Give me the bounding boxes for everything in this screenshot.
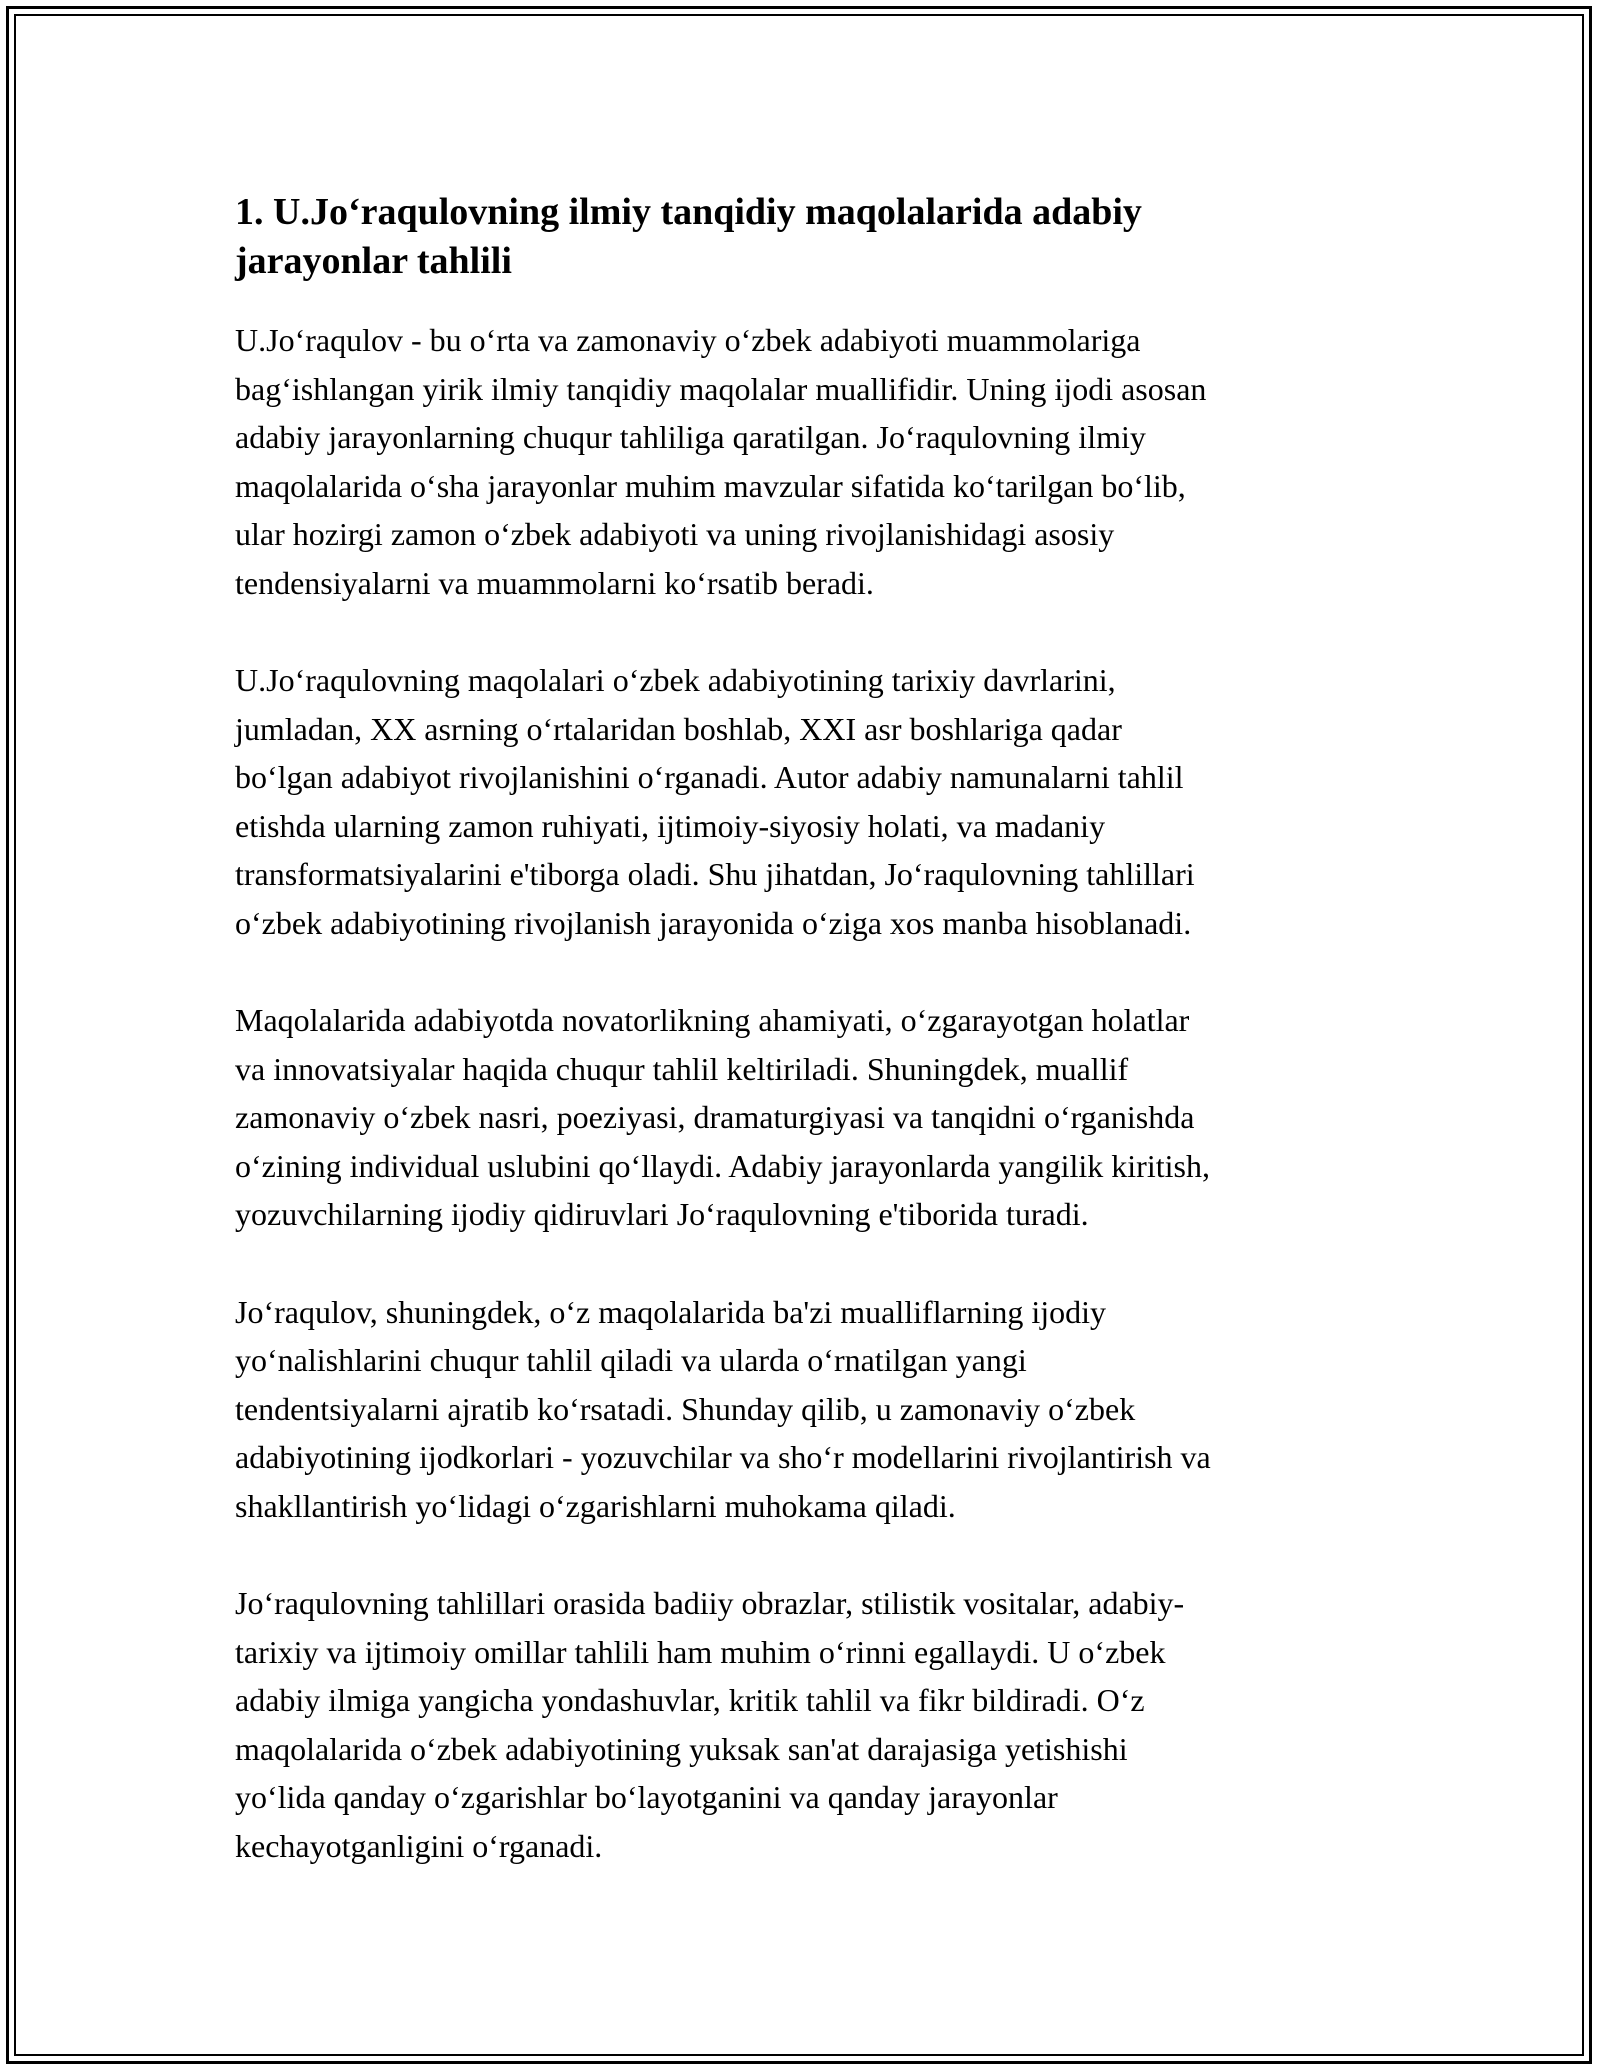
document-body bbox=[235, 188, 1365, 1870]
paragraph-3: Maqolalarida adabiyotda novatorlikning ahamiyati, o‘zgarayotgan holatlar va innovatsiyalar haqida chuqur tahlil keltiriladi. Shuningdek, muallif zamonaviy o‘zbek nasri, poeziyasi, dramaturgiyasi va tanqidni o‘rganishda o‘zining individual uslubini qo‘llaydi. Adabiy jarayonlarda yangilik kiritish, yozuvchilarning ijodiy qidiruvlari Jo‘raqulovning e'tiborida turadi. bbox=[235, 1002, 1210, 1232]
section-heading: 1. U.Jo‘raqulovning ilmiy tanqidiy maqolalarida adabiy jarayonlar tahlili bbox=[235, 191, 1142, 282]
paragraph-2: U.Jo‘raqulovning maqolalari o‘zbek adabiyotining tarixiy davrlarini, jumladan, XX asrning o‘rtalaridan boshlab, XXI asr boshlariga qadar bo‘lgan adabiyot rivojlanishini o‘rganadi. Autor adabiy namunalarni tahlil etishda ularning zamon ruhiyati, ijtimoiy-siyosiy holati, va madaniy transformatsiyalarini e'tiborga oladi. Shu jihatdan, Jo‘raqulovning tahlillari o‘zbek adabiyotining rivojlanish jarayonida o‘ziga xos manba hisoblanadi. bbox=[235, 662, 1195, 941]
paragraph-5: Jo‘raqulovning tahlillari orasida badiiy obrazlar, stilistik vositalar, adabiy- tarixiy va ijtimoiy omillar tahlili ham muhim o‘rinni egallaydi. U o‘zbek adabiy ilmiga yangicha yondashuvlar, kritik tahlil va fikr bildiradi. O‘z maqolalarida o‘zbek adabiyotining yuksak san'at darajasiga yetishishi yo‘lida qanday o‘zgarishlar bo‘layotganini va qanday jarayonlar kechayotganligini o‘rganadi. bbox=[235, 1585, 1185, 1864]
paragraph-1: U.Jo‘raqulov - bu o‘rta va zamonaviy o‘zbek adabiyoti muammolariga bag‘ishlangan yirik ilmiy tanqidiy maqolalar muallifidir. Uning ijodi asosan adabiy jarayonlarning chuqur tahliliga qaratilgan. Jo‘raqulovning ilmiy maqolalarida o‘sha jarayonlar muhim mavzular sifatida ko‘tarilgan bo‘lib, ular hozirgi zamon o‘zbek adabiyoti va uning rivojlanishidagi asosiy tendensiyalarni va muammolarni ko‘rsatib beradi. bbox=[235, 322, 1207, 601]
paragraph-4: Jo‘raqulov, shuningdek, o‘z maqolalarida ba'zi mualliflarning ijodiy yo‘nalishlarini chuqur tahlil qiladi va ularda o‘rnatilgan yangi tendentsiyalarni ajratib ko‘rsatadi. Shunday qilib, u zamonaviy o‘zbek adabiyotining ijodkorlari - yozuvchilar va sho‘r modellarini rivojlantirish va shakllantirish yo‘lidagi o‘zgarishlarni muhokama qiladi. bbox=[235, 1293, 1211, 1524]
